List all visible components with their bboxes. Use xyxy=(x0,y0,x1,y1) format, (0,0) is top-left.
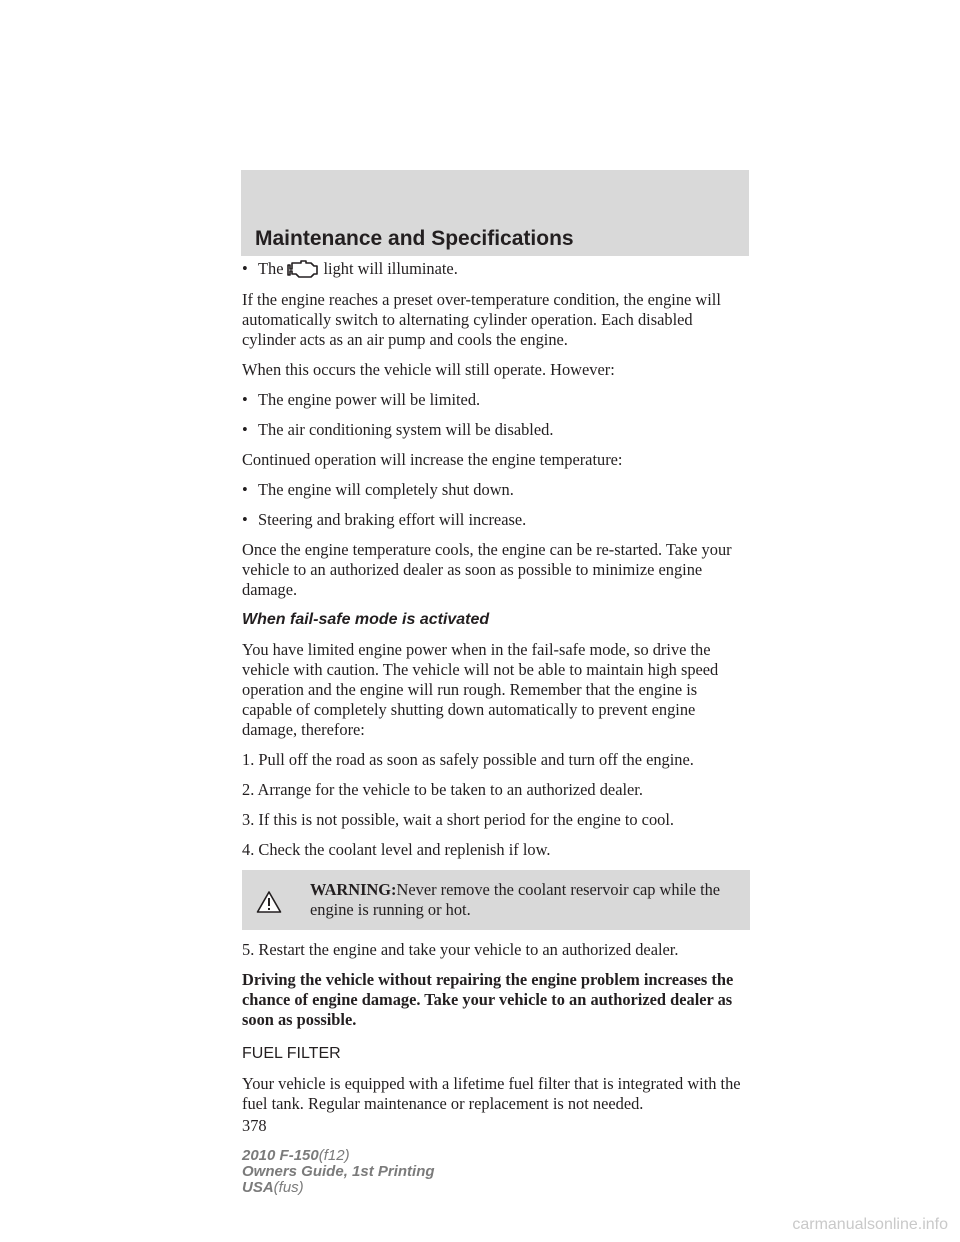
intro-text-before: The xyxy=(258,259,284,278)
footer-line-region xyxy=(242,1180,435,1196)
bullet-dot: • xyxy=(242,420,248,439)
failsafe-step: 4. Check the coolant level and replenish if low. xyxy=(242,840,551,859)
list-item xyxy=(242,510,750,530)
footer-region-code: (fus) xyxy=(273,1179,304,1196)
fuel-filter-title: FUEL FILTER xyxy=(242,1045,341,1062)
failsafe-heading: When fail-safe mode is activated xyxy=(242,611,490,628)
failsafe-step: 2. Arrange for the vehicle to be taken to an authorized dealer. xyxy=(242,780,643,799)
list-item-text: The air conditioning system will be disabled. xyxy=(258,420,554,439)
failsafe-step: 3. If this is not possible, wait a short period for the engine to cool. xyxy=(242,810,674,829)
warning-box xyxy=(242,870,750,930)
list-item-text: Steering and braking effort will increase. xyxy=(258,510,527,529)
list-item-text: The engine will completely shut down. xyxy=(258,480,514,499)
check-engine-icon xyxy=(286,258,320,280)
page-number: 378 xyxy=(242,1116,267,1135)
list-item-text: The engine power will be limited. xyxy=(258,390,481,409)
list-item xyxy=(242,390,750,410)
footer-model-code: (f12) xyxy=(318,1147,350,1164)
list-item xyxy=(242,420,750,440)
warning-triangle-icon xyxy=(256,890,282,914)
list-item xyxy=(242,480,750,500)
document-footer xyxy=(242,1148,435,1196)
paragraph-engine-cools: Once the engine temperature cools, the engine can be re-started. Take your vehicle to an authorized dealer as soon as possible to minimize engine damage. xyxy=(242,540,732,599)
footer-line-guide: Owners Guide, 1st Printing xyxy=(242,1163,435,1180)
bullet-dot: • xyxy=(242,390,248,409)
page-content xyxy=(242,258,750,1146)
bullet-dot: • xyxy=(242,510,248,529)
footer-line-model xyxy=(242,1148,435,1164)
intro-bullet xyxy=(242,258,750,280)
fuel-filter-body: Your vehicle is equipped with a lifetime fuel filter that is integrated with the fuel tank. Regular maintenance or replacement is not needed. xyxy=(242,1074,741,1113)
warning-label: WARNING: xyxy=(310,880,397,899)
bullet-dot: • xyxy=(242,480,248,499)
footer-model: 2010 F-150 xyxy=(242,1147,319,1164)
restart-step: 5. Restart the engine and take your vehicle to an authorized dealer. xyxy=(242,940,679,959)
warning-text xyxy=(310,880,740,920)
paragraph-continued-operation: Continued operation will increase the engine temperature: xyxy=(242,450,623,469)
paragraph-over-temperature: If the engine reaches a preset over-temperature condition, the engine will automatically switch to alternating cylinder operation. Each disabled cylinder acts as an air pump and cools the engine. xyxy=(242,290,721,349)
failsafe-body: You have limited engine power when in the fail-safe mode, so drive the vehicle with caution. The vehicle will not be able to maintain high speed operation and the engine will run rough. Remember that the engine is capable of completely shutting down automatically to prevent engine damage, therefore: xyxy=(242,640,719,739)
bullet-dot: • xyxy=(242,259,248,278)
watermark-text: carmanualsonline.info xyxy=(792,1216,948,1233)
bold-note: Driving the vehicle without repairing the engine problem increases the chance of engine damage. Take your vehicle to an authorized dealer as soon as possible. xyxy=(242,970,734,1029)
section-header-band xyxy=(241,170,749,256)
warning-message: Never remove the coolant reservoir cap while the engine is running or hot. xyxy=(310,880,721,919)
paragraph-still-operate: When this occurs the vehicle will still operate. However: xyxy=(242,360,615,379)
failsafe-step: 1. Pull off the road as soon as safely possible and turn off the engine. xyxy=(242,750,694,769)
intro-text-after: light will illuminate. xyxy=(323,259,458,278)
footer-region: USA xyxy=(242,1179,274,1196)
section-title: Maintenance and Specifications xyxy=(255,227,574,250)
